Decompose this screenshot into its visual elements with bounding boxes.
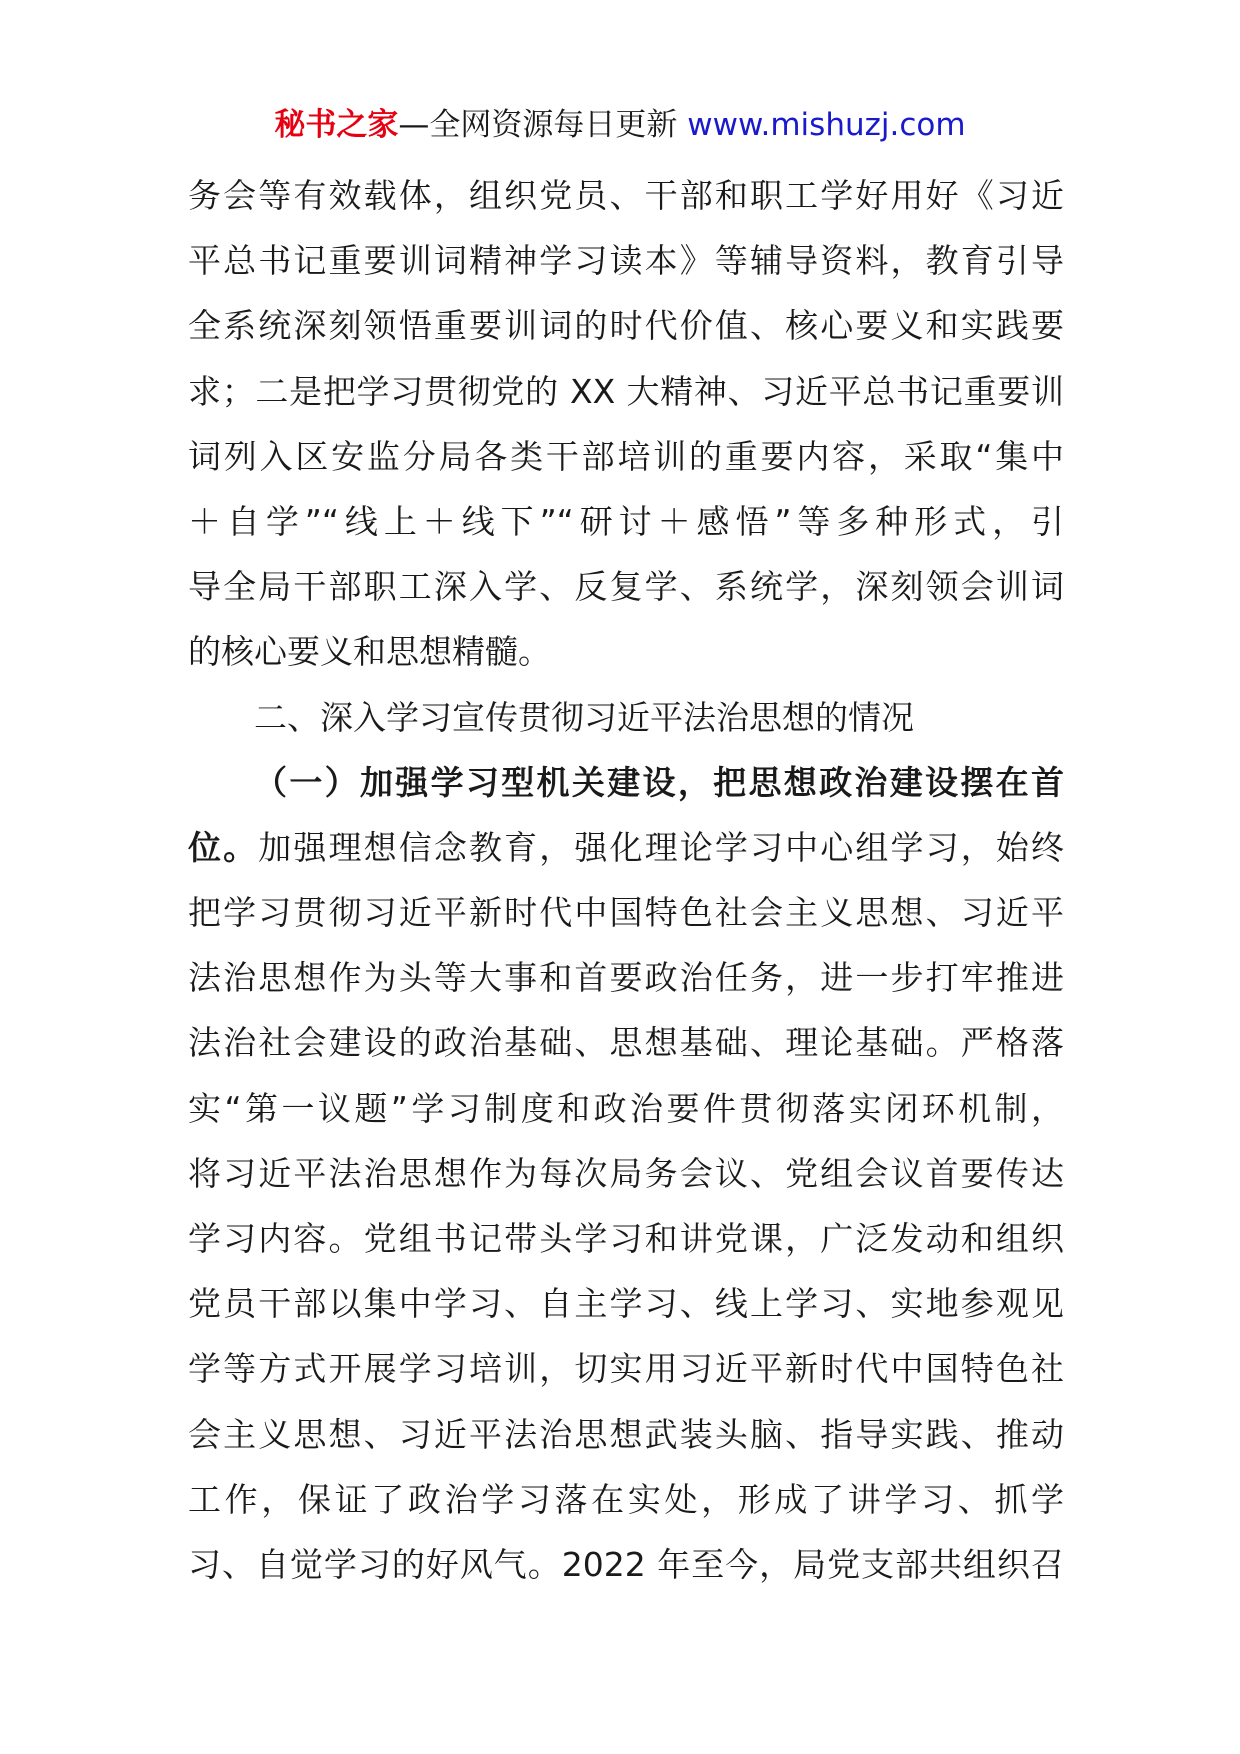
header-brand: 秘书之家 (274, 107, 399, 143)
page-header (0, 103, 1240, 147)
text-line: 全系统深刻领悟重要训词的时代价值、核心要义和实践要 (188, 306, 1064, 346)
document-body (188, 163, 1064, 1597)
text-line: 导全局干部职工深入学、反复学、系统学，深刻领会训词 (188, 567, 1064, 607)
subheading-line: （一）加强学习型机关建设，把思想政治建设摆在首 (254, 762, 1064, 802)
text-line: 法治思想作为头等大事和首要政治任务，进一步打牢推进 (188, 958, 1064, 998)
text-line: 习、自觉学习的好风气。2022 年至今，局党支部共组织召 (188, 1544, 1064, 1584)
text-line: 党员干部以集中学习、自主学习、线上学习、实地参观见 (188, 1284, 1064, 1324)
text-line: 的核心要义和思想精髓。 (188, 632, 551, 672)
text-line: 会主义思想、习近平法治思想武装头脑、指导实践、推动 (188, 1414, 1064, 1454)
text-line: 学习内容。党组书记带头学习和讲党课，广泛发动和组织 (188, 1219, 1064, 1258)
section-heading: 二、深入学习宣传贯彻习近平法治思想的情况 (254, 697, 914, 737)
text-line: 法治社会建设的政治基础、思想基础、理论基础。严格落 (188, 1023, 1064, 1063)
header-tagline: —全网资源每日更新 (398, 107, 688, 143)
text-line: 词列入区安监分局各类干部培训的重要内容，采取“集中 (188, 436, 1064, 476)
subheading-tail: 位。 (188, 827, 259, 867)
subheading-continuation (188, 815, 1064, 880)
text-line: 学等方式开展学习培训，切实用习近平新时代中国特色社 (188, 1349, 1064, 1389)
paragraph-start: 加强理想信念教育，强化理论学习中心组学习，始终 (258, 827, 1064, 867)
text-line: 务会等有效载体，组织党员、干部和职工学好用好《习近 (188, 176, 1064, 215)
text-line: 工作，保证了政治学习落在实处，形成了讲学习、抓学 (188, 1479, 1064, 1519)
text-line: 平总书记重要训词精神学习读本》等辅导资料，教育引导 (188, 241, 1064, 281)
text-line: 将习近平法治思想作为每次局务会议、党组会议首要传达 (188, 1153, 1064, 1193)
text-line: 求；二是把学习贯彻党的 XX 大精神、习近平总书记重要训 (188, 371, 1064, 411)
text-line: 把学习贯彻习近平新时代中国特色社会主义思想、习近平 (188, 893, 1064, 933)
text-line: ＋自学”“线上＋线下”“研讨＋感悟”等多种形式，引 (188, 501, 1064, 541)
text-line: 实“第一议题”学习制度和政治要件贯彻落实闭环机制， (188, 1088, 1064, 1128)
header-url-link[interactable]: www.mishuzj.com (687, 107, 966, 143)
